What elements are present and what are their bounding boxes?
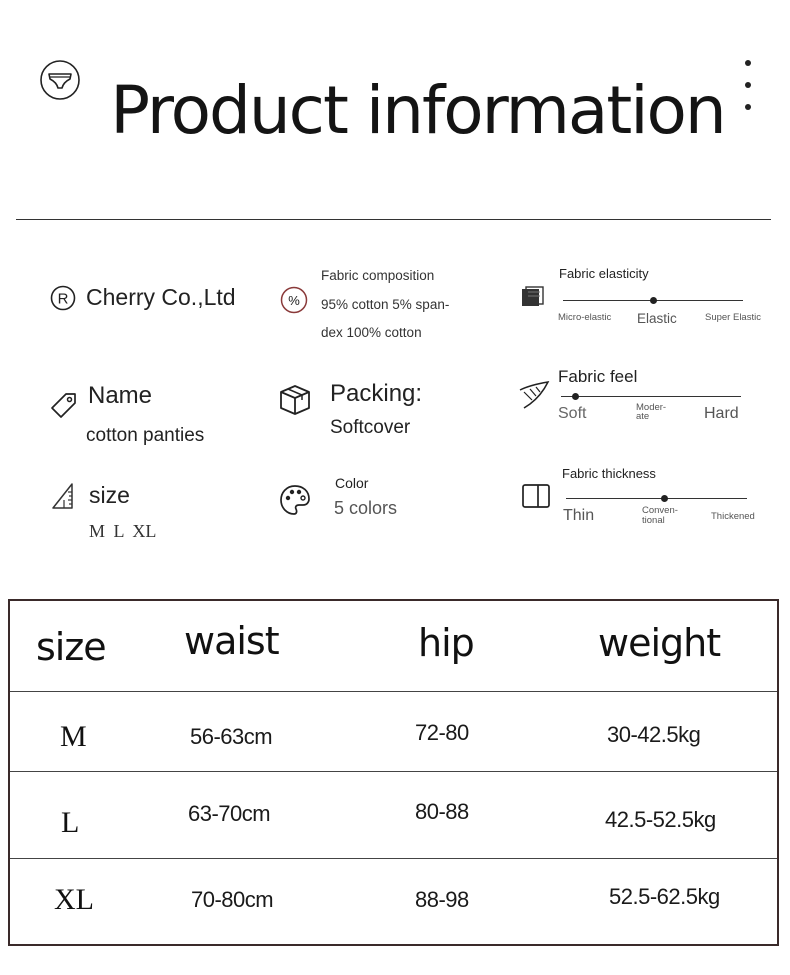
packing-value: Softcover: [330, 417, 411, 438]
elasticity-right-label: Super Elastic: [705, 312, 761, 323]
elasticity-mid-label: Elastic: [637, 311, 677, 326]
row-m-size: M: [60, 720, 87, 753]
tag-icon: [48, 390, 78, 422]
header-weight: weight: [598, 621, 721, 665]
row-xl-weight: 52.5-62.5kg: [609, 884, 720, 909]
feel-mid-label-1: Moder-: [636, 402, 667, 413]
thickness-title: Fabric thickness: [562, 466, 656, 481]
color-label: Color: [335, 475, 369, 491]
more-vertical-icon[interactable]: [740, 58, 756, 114]
thickness-marker: [661, 495, 668, 502]
header-divider: [16, 219, 771, 220]
fabric-composition-line1: 95% cotton 5% span-: [321, 296, 450, 312]
row-xl-size: XL: [54, 883, 94, 916]
ruler-icon: [50, 482, 76, 510]
thickness-left-label: Thin: [563, 507, 595, 524]
header-hip: hip: [418, 621, 474, 665]
palette-icon: [278, 483, 312, 517]
row-l-size: L: [61, 806, 80, 839]
name-value: cotton panties: [86, 425, 205, 446]
svg-text:%: %: [288, 293, 300, 308]
header-waist: waist: [184, 619, 279, 663]
row-l-waist: 63-70cm: [188, 801, 271, 826]
feel-title: Fabric feel: [558, 367, 638, 386]
thickness-mid-label-1: Conven-: [642, 505, 678, 516]
row-xl-waist: 70-80cm: [191, 887, 274, 912]
feel-mid-label: [636, 403, 666, 421]
svg-text:R: R: [57, 290, 69, 308]
thickness-mid-label-2: tional: [642, 515, 665, 526]
feel-marker: [572, 393, 579, 400]
registered-icon: [50, 285, 76, 311]
size-table: [8, 599, 779, 946]
fabric-swatch-icon: [521, 286, 545, 310]
packing-label: Packing:: [330, 380, 423, 407]
row-m-weight: 30-42.5kg: [607, 722, 701, 747]
thickness-scale-line: [566, 498, 747, 499]
page-title: Product information: [110, 72, 725, 149]
row-m-hip: 72-80: [415, 720, 469, 745]
brand-name: Cherry Co.,Ltd: [86, 284, 236, 310]
table-divider: [10, 771, 777, 772]
fabric-composition-line2: dex 100% cotton: [321, 325, 422, 340]
color-value: 5 colors: [334, 498, 398, 518]
thickness-right-label: Thickened: [711, 511, 755, 522]
feel-right-label: Hard: [704, 405, 739, 422]
name-label: Name: [88, 382, 153, 409]
feather-icon: [518, 380, 552, 410]
book-icon: [521, 482, 551, 510]
fabric-composition: [321, 262, 471, 348]
row-l-hip: 80-88: [415, 799, 469, 824]
table-divider: [10, 858, 777, 859]
elasticity-marker: [650, 297, 657, 304]
row-xl-hip: 88-98: [415, 887, 469, 912]
elasticity-left-label: Micro-elastic: [558, 312, 612, 323]
table-divider: [10, 691, 777, 692]
feel-mid-label-2: ate: [636, 411, 650, 422]
size-label: size: [89, 482, 130, 508]
row-m-waist: 56-63cm: [190, 724, 273, 749]
header-size: size: [36, 625, 106, 669]
row-l-weight: 42.5-52.5kg: [605, 807, 716, 832]
thickness-mid-label: [642, 506, 678, 526]
percent-icon: [280, 286, 308, 314]
box-icon: [278, 383, 312, 417]
elasticity-title: Fabric elasticity: [559, 266, 649, 281]
fabric-composition-label: Fabric composition: [321, 268, 435, 283]
size-values: M L XL: [89, 521, 157, 541]
feel-scale-line: [561, 396, 741, 397]
feel-left-label: Soft: [558, 405, 587, 422]
